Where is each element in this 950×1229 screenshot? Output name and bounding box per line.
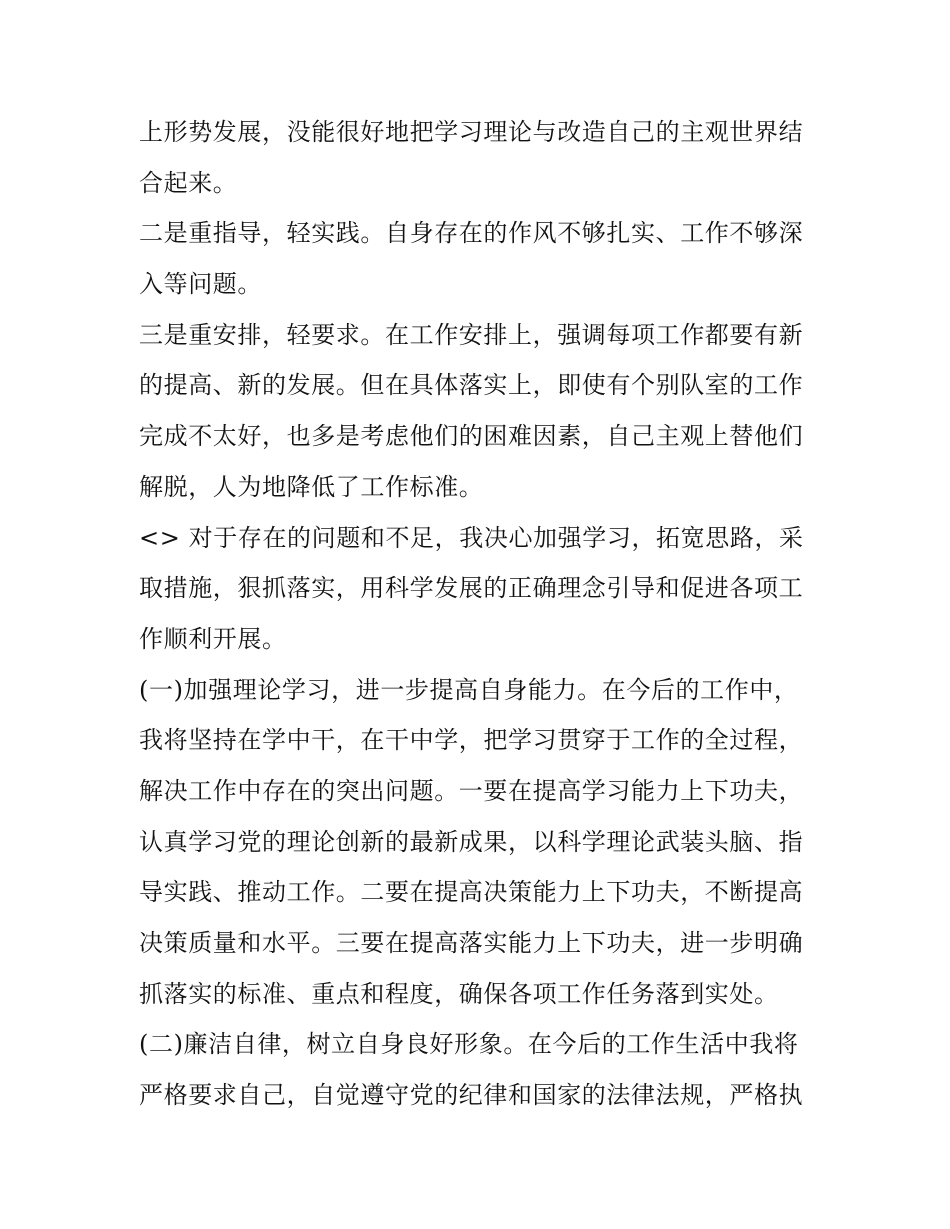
text-line: 三是重安排，轻要求。在工作安排上，强调每项工作都要有新 bbox=[139, 320, 804, 349]
text-line: (一)加强理论学习，进一步提高自身能力。在今后的工作中， bbox=[139, 675, 799, 704]
text-line: 取措施，狠抓落实，用科学发展的正确理念引导和促进各项工 bbox=[139, 574, 804, 603]
text-line: 合起来。 bbox=[139, 168, 238, 197]
text-line: 入等问题。 bbox=[139, 270, 262, 299]
text-line: 抓落实的标准、重点和程度，确保各项工作任务落到实处。 bbox=[139, 979, 779, 1008]
text-line: 的提高、新的发展。但在具体落实上，即使有个别队室的工作 bbox=[139, 371, 804, 400]
text-line: 解决工作中存在的突出问题。一要在提高学习能力上下功夫， bbox=[139, 776, 804, 805]
text-line: 认真学习党的理论创新的最新成果，以科学理论武装头脑、指 bbox=[139, 827, 804, 856]
text-line: (二)廉洁自律，树立自身良好形象。在今后的工作生活中我将 bbox=[139, 1030, 799, 1059]
text-line: 决策质量和水平。三要在提高落实能力上下功夫，进一步明确 bbox=[139, 929, 804, 957]
text-line: 导实践、推动工作。二要在提高决策能力上下功夫，不断提高 bbox=[139, 878, 804, 907]
text-line: 严格要求自己，自觉遵守党的纪律和国家的法律法规，严格执 bbox=[139, 1081, 804, 1110]
text-line: 我将坚持在学中干，在干中学，把学习贯穿于工作的全过程， bbox=[139, 726, 804, 755]
text-line: 二是重指导，轻实践。自身存在的作风不够扎实、工作不够深 bbox=[139, 219, 804, 248]
text-line: 完成不太好，也多是考虑他们的困难因素，自己主观上替他们 bbox=[139, 422, 804, 451]
document-body bbox=[139, 107, 819, 1121]
text-line: 上形势发展，没能很好地把学习理论与改造自己的主观世界结 bbox=[139, 118, 804, 146]
text-line: 解脱，人为地降低了工作标准。 bbox=[139, 472, 484, 501]
text-line: <> 对于存在的问题和不足，我决心加强学习，拓宽思路，采 bbox=[139, 523, 804, 552]
text-line: 作顺利开展。 bbox=[139, 624, 287, 653]
